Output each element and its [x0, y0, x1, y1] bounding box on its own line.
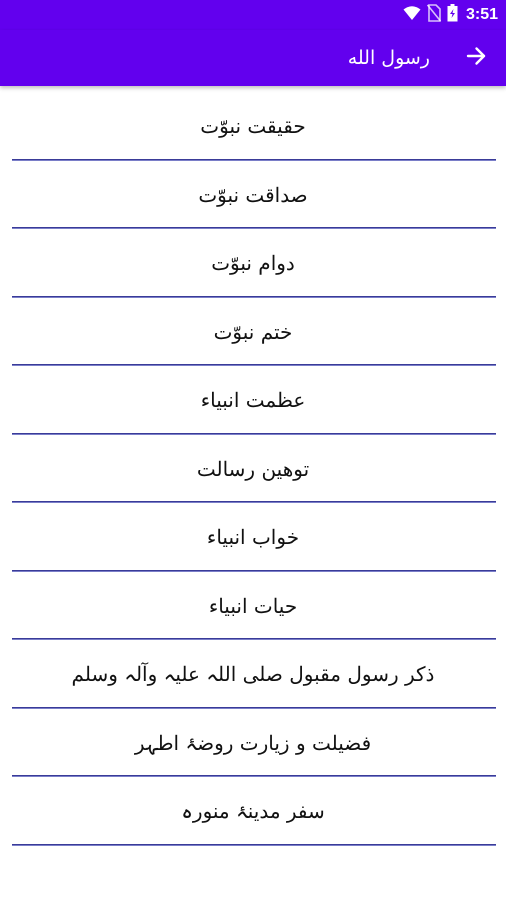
- status-icons: [403, 0, 498, 30]
- status-time: 3:51: [465, 6, 498, 23]
- wifi-icon: [403, 5, 421, 25]
- list-item-label: عظمت انبیاء: [200, 388, 306, 413]
- list-item[interactable]: [0, 572, 506, 641]
- list-item[interactable]: [0, 366, 506, 435]
- list-item-label: فضیلت و زیارت روضۂ اطہر: [134, 730, 372, 755]
- list-item[interactable]: [0, 777, 506, 846]
- status-bar: [0, 0, 506, 30]
- arrow-right-icon: [465, 45, 487, 71]
- list-item[interactable]: [0, 435, 506, 504]
- list-item[interactable]: [0, 503, 506, 572]
- list-item-label: توهین رسالت: [196, 456, 310, 481]
- app-bar: [0, 30, 506, 86]
- back-button[interactable]: [460, 42, 492, 74]
- list-item-label: سفر مدینۂ منورہ: [181, 799, 325, 824]
- list-item-label: صداقت نبوّت: [198, 182, 308, 207]
- no-sim-icon: [427, 4, 441, 26]
- list-item-label: ختم نبوّت: [213, 319, 293, 344]
- list-item[interactable]: [0, 229, 506, 298]
- list-item-label: خواب انبیاء: [206, 525, 300, 550]
- list-item[interactable]: [0, 161, 506, 230]
- list-item[interactable]: [0, 640, 506, 709]
- list-item[interactable]: [0, 709, 506, 778]
- topic-list: [0, 92, 506, 846]
- list-item-label: ذکر رسول مقبول صلی اللہ علیہ وآلہ وسلم: [71, 662, 435, 687]
- page-title: رسول الله: [347, 47, 430, 69]
- list-item-label: حیات انبیاء: [208, 593, 298, 618]
- battery-icon: [447, 4, 458, 26]
- list-item[interactable]: [0, 92, 506, 161]
- list-item-label: حقیقت نبوّت: [200, 114, 306, 139]
- list-item[interactable]: [0, 298, 506, 367]
- list-item-label: دوام نبوّت: [211, 251, 295, 276]
